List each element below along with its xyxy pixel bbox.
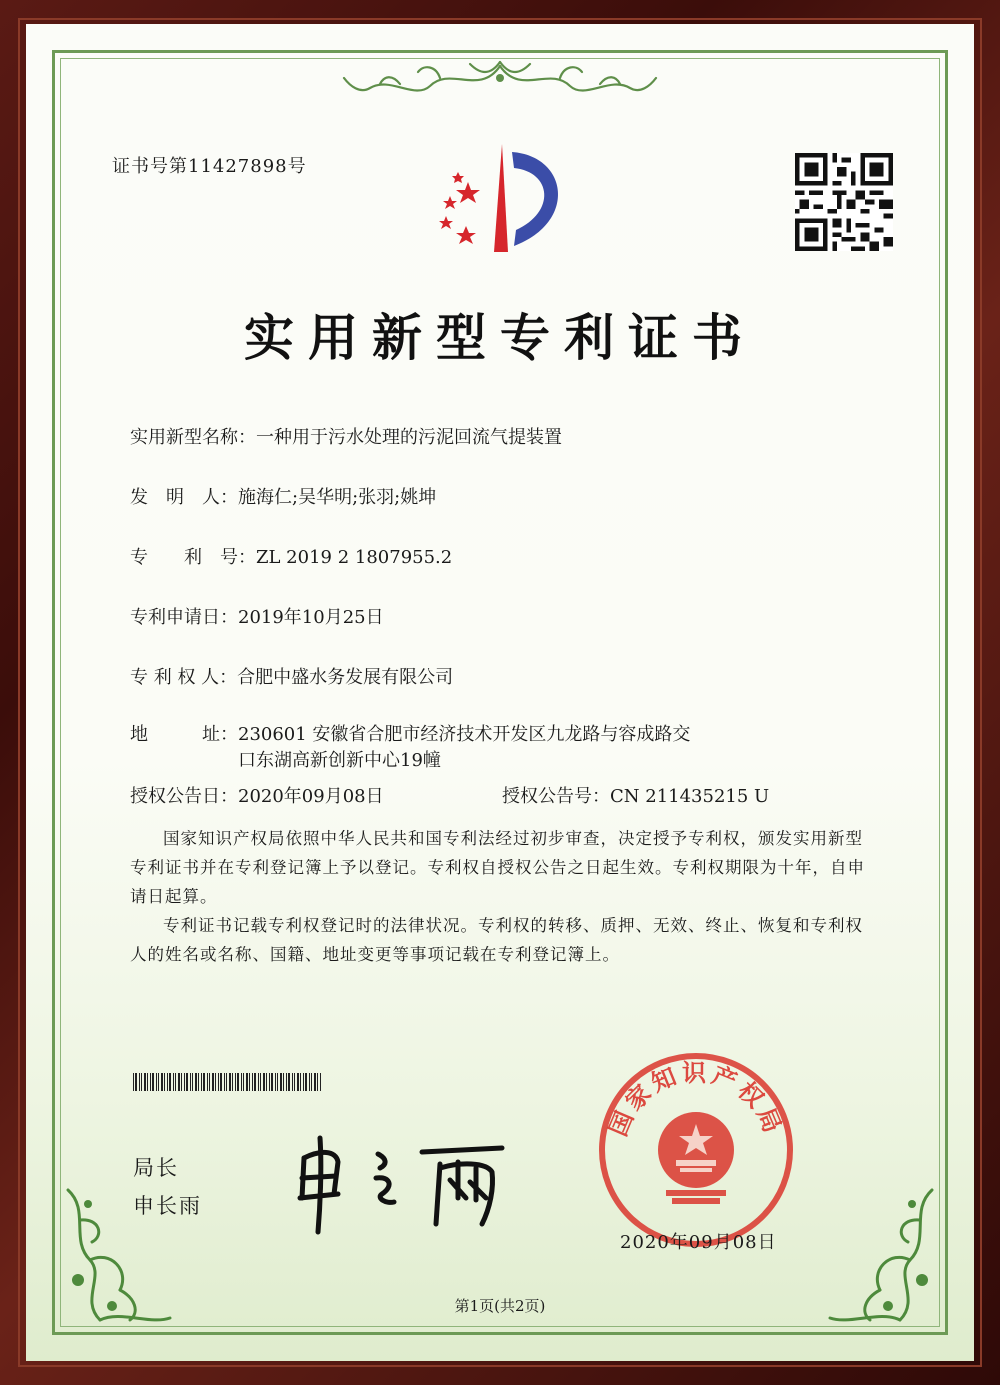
seal-date: 2020年09月08日 <box>620 1232 777 1253</box>
inventor-value: 施海仁;吴华明;张羽;姚坤 <box>238 487 437 508</box>
statement-paragraph-1: 国家知识产权局依照中华人民共和国专利法经过初步审查，决定授予专利权，颁发实用新型专利证书并在专利登记簿上予以登记。专利权自授权公告之日起生效。专利权期限为十年，自申请日起算。 <box>130 829 865 906</box>
grant-number-label: 授权公告号： <box>502 786 610 807</box>
patent-number-value: ZL 2019 2 1807955.2 <box>256 547 453 568</box>
patent-holder-value: 合肥中盛水务发展有限公司 <box>237 667 454 688</box>
official-seal-icon <box>596 1050 796 1250</box>
address-line-1: 230601 安徽省合肥市经济技术开发区九龙路与容成路交 <box>238 724 691 745</box>
patent-office-emblem-icon <box>428 142 578 262</box>
field-grant-date <box>130 782 384 808</box>
director-signature-icon <box>290 1128 510 1238</box>
patent-holder-label: 专 利 权 人： <box>130 667 238 688</box>
seal-text: 国家知识产权局 <box>603 1059 789 1141</box>
field-application-date <box>130 603 384 629</box>
application-date-label: 专利申请日： <box>130 607 238 628</box>
field-inventor <box>130 483 436 509</box>
barcode-icon <box>133 1073 323 1091</box>
application-date-value: 2019年10月25日 <box>238 607 384 628</box>
director-title: 局长 <box>133 1156 179 1180</box>
page-number: 第1页(共2页) <box>454 1297 546 1315</box>
address-label: 地 址： <box>130 724 238 745</box>
utility-model-name-label: 实用新型名称： <box>130 427 256 448</box>
grant-number-value: CN 211435215 U <box>610 786 770 807</box>
address-line-2: 口东湖高新创新中心19幢 <box>238 750 441 771</box>
field-patent-number <box>130 543 452 569</box>
inventor-label: 发 明 人： <box>130 487 238 508</box>
grant-date-value: 2020年09月08日 <box>238 786 384 807</box>
field-utility-model-name <box>130 423 562 449</box>
field-grant-number <box>502 782 769 808</box>
qr-code-icon <box>795 153 893 251</box>
statement-paragraph-2: 专利证书记载专利权登记时的法律状况。专利权的转移、质押、无效、终止、恢复和专利权人的姓名或名称、国籍、地址变更等事项记载在专利登记簿上。 <box>130 916 863 964</box>
patent-number-label: 专 利 号： <box>130 547 256 568</box>
grant-date-label: 授权公告日： <box>130 786 238 807</box>
field-patent-holder <box>130 663 453 689</box>
utility-model-name-value: 一种用于污水处理的污泥回流气提装置 <box>256 427 562 448</box>
top-ornament-icon <box>340 56 660 106</box>
certificate-title: 实用新型专利证书 <box>244 308 756 367</box>
field-address <box>130 722 690 774</box>
certificate-number: 证书号第11427898号 <box>112 156 307 177</box>
director-name: 申长雨 <box>133 1194 202 1218</box>
